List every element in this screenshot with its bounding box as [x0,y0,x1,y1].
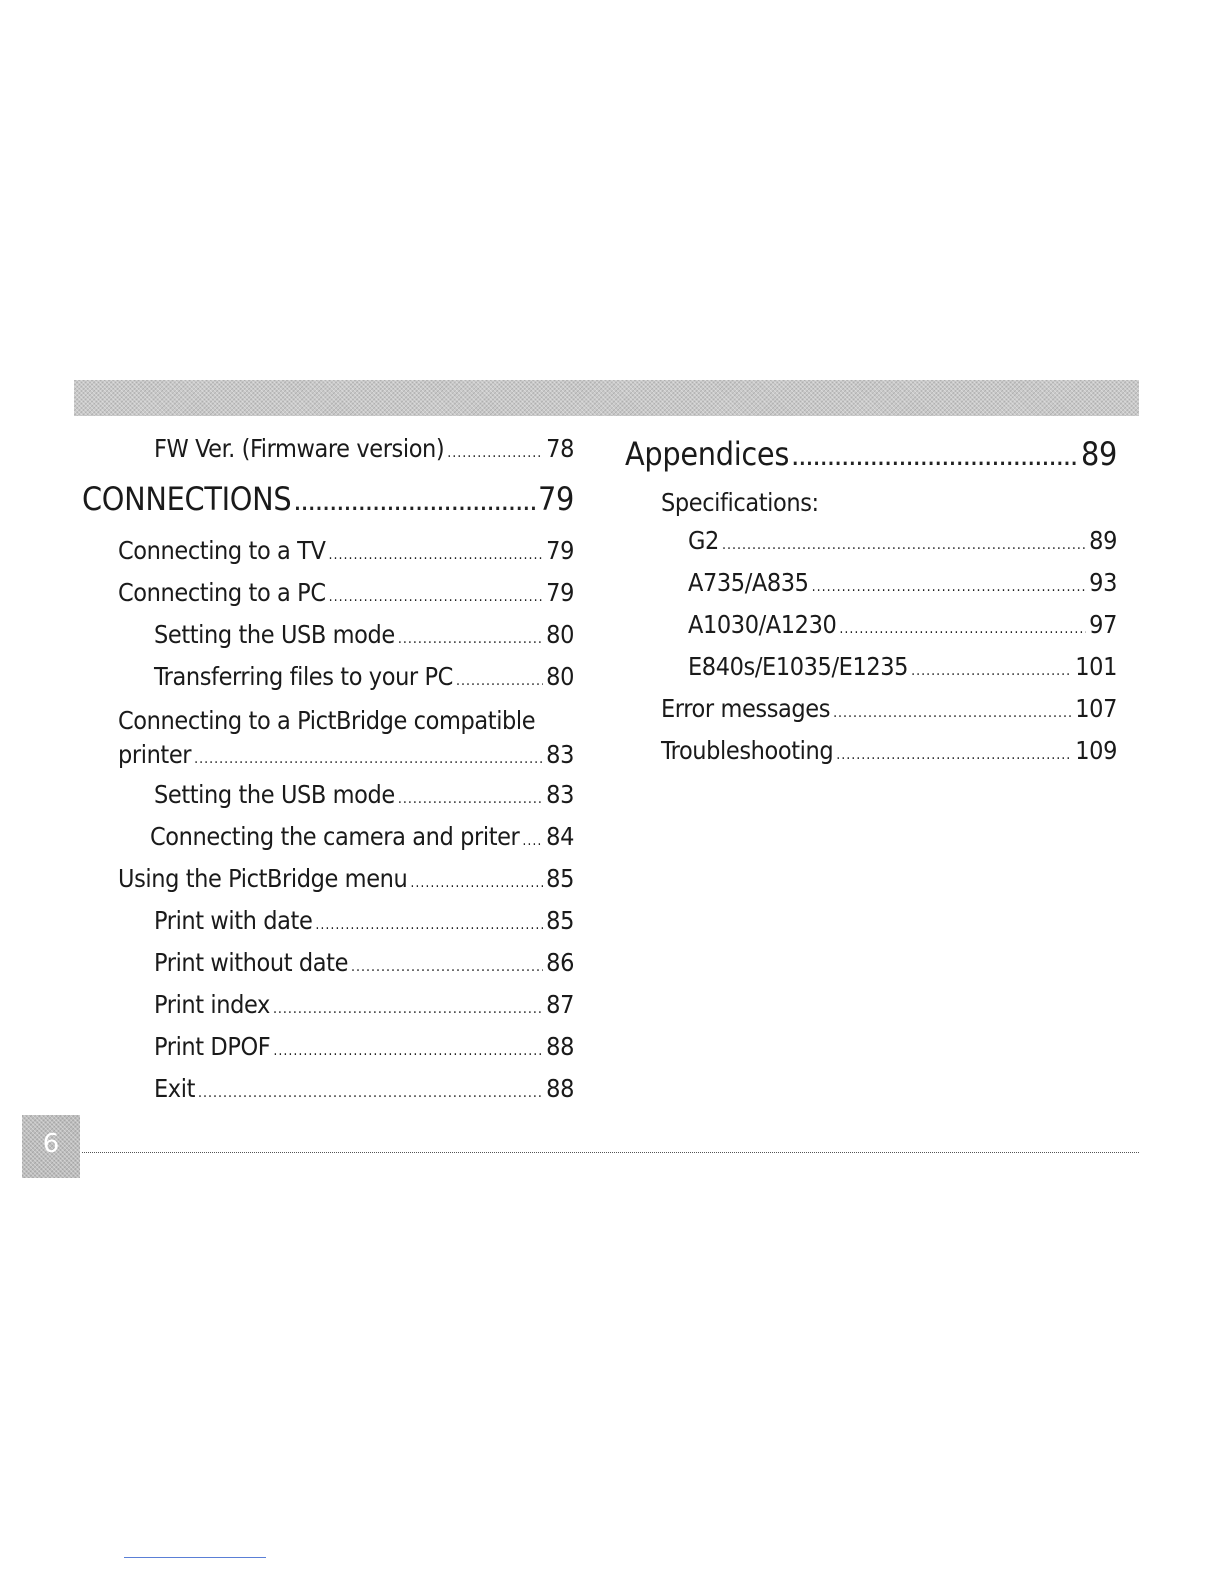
dot-leader [839,610,1086,648]
toc-entry-print-dpof[interactable] [82,1028,574,1070]
toc-entry-page: 79 [546,578,574,607]
toc-entry-label: Transferring files to your PC [154,662,453,691]
toc-entry-label: printer [118,740,192,769]
dot-leader [294,478,535,532]
toc-entry-pictbridge-menu[interactable] [82,860,574,902]
dot-leader [447,434,543,472]
toc-entry-page: 80 [546,662,574,691]
toc-entry-page: 83 [546,740,574,769]
dot-leader [273,1032,543,1070]
toc-entry-print-without-date[interactable] [82,944,574,986]
section-title: Appendices [625,435,790,473]
toc-entry-page: 107 [1075,694,1117,723]
toc-entry-label: Setting the USB mode [154,780,395,809]
toc-entry-label: Connecting to a PictBridge compatible [118,706,536,735]
toc-entry-label: FW Ver. (Firmware version) [154,434,445,463]
toc-entry-label: Using the PictBridge menu [118,864,408,893]
toc-entry-label: Connecting to a TV [118,536,326,565]
dot-leader [398,620,543,658]
toc-entry-a735-a835[interactable] [625,564,1117,606]
toc-entry-label: A1030/A1230 [688,610,837,639]
toc-entry-label: E840s/E1035/E1235 [688,652,909,681]
footer-dotted-rule [82,1152,1139,1153]
dot-leader [812,568,1087,606]
toc-entry-page: 85 [546,864,574,893]
bottom-rule [124,1557,266,1558]
dot-leader [836,736,1072,774]
toc-entry-e840s-e1035-e1235[interactable] [625,648,1117,690]
header-bar [74,380,1139,416]
toc-entry-label: Print DPOF [154,1032,271,1061]
toc-entry-fw-version[interactable] [82,430,574,472]
toc-entry-page: 80 [546,620,574,649]
dot-leader [315,906,543,944]
toc-entry-page: 88 [546,1074,574,1103]
toc-entry-label: G2 [688,526,719,555]
toc-entry-page: 88 [546,1032,574,1061]
page-number: 6 [42,1129,60,1159]
toc-entry-connecting-tv[interactable] [82,532,574,574]
dot-leader [833,694,1072,732]
toc-entry-label: A735/A835 [688,568,809,597]
toc-entry-page: 85 [546,906,574,935]
toc-entry-error-messages[interactable] [625,690,1117,732]
section-title: CONNECTIONS [82,480,292,518]
toc-entry-page: 84 [546,822,574,851]
toc-entry-label: Setting the USB mode [154,620,395,649]
dot-leader [522,822,543,860]
toc-entry-label: Exit [154,1074,195,1103]
dot-leader [722,526,1086,564]
toc-entry-page: 78 [546,434,574,463]
toc-entry-page: 79 [537,480,574,518]
dot-leader [410,864,543,902]
toc-entry-label: Connecting to a PC [118,578,326,607]
toc-left-column [82,430,574,1112]
toc-entry-page: 101 [1075,652,1117,681]
toc-entry-transferring-files[interactable] [82,658,574,700]
toc-entry-connecting-camera[interactable] [82,818,574,860]
toc-entry-label: Error messages [661,694,831,723]
toc-entry-usb-mode[interactable] [82,776,574,818]
toc-entry-page: 97 [1089,610,1117,639]
dot-leader [198,1074,543,1112]
toc-entry-page: 86 [546,948,574,977]
toc-entry-g2[interactable] [625,522,1117,564]
toc-entry-page: 89 [1080,435,1117,473]
dot-leader [194,742,543,776]
toc-entry-label: Print index [154,990,270,1019]
toc-right-column [625,430,1117,774]
toc-section-connections[interactable] [82,472,574,532]
toc-entry-label: Print without date [154,948,349,977]
toc-subheading-specifications [625,484,1117,522]
dot-leader [398,780,543,818]
toc-entry-a1030-a1230[interactable] [625,606,1117,648]
dot-leader [329,536,544,574]
dot-leader [456,662,543,700]
toc-entry-page: 83 [546,780,574,809]
dot-leader [273,990,543,1028]
toc-entry-page: 89 [1089,526,1117,555]
toc-entry-pictbridge-printer[interactable] [82,700,574,776]
toc-entry-label: Print with date [154,906,313,935]
toc-entry-print-index[interactable] [82,986,574,1028]
dot-leader [792,436,1078,484]
toc-entry-page: 109 [1075,736,1117,765]
toc-entry-troubleshooting[interactable] [625,732,1117,774]
dot-leader [351,948,543,986]
toc-entry-page: 79 [546,536,574,565]
toc-entry-print-with-date[interactable] [82,902,574,944]
toc-section-appendices[interactable] [625,430,1117,484]
toc-entry-label: Connecting the camera and priter [150,822,520,851]
toc-entry-label: Troubleshooting [661,736,834,765]
subheading-label: Specifications: [661,488,819,517]
dot-leader [911,652,1072,690]
toc-entry-usb-mode[interactable] [82,616,574,658]
page-number-tab [22,1115,80,1178]
toc-entry-page: 93 [1089,568,1117,597]
toc-entry-connecting-pc[interactable] [82,574,574,616]
toc-entry-exit[interactable] [82,1070,574,1112]
toc-entry-page: 87 [546,990,574,1019]
dot-leader [329,578,544,616]
